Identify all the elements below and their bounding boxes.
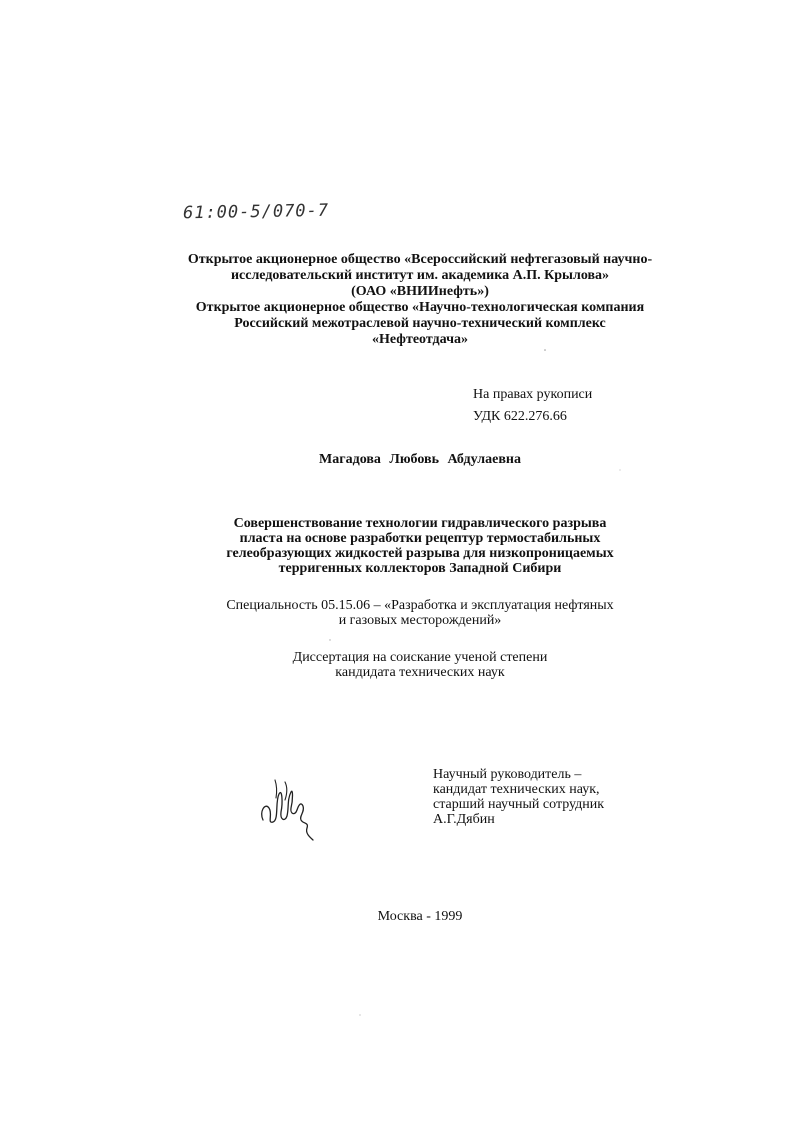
dissertation-title: [150, 516, 690, 576]
udc-code: УДК 622.276.66: [473, 409, 567, 424]
organization-line: Российский межотраслевой научно-технический комплекс: [234, 316, 606, 331]
organizations-block: [150, 252, 690, 348]
title-line: терригенных коллекторов Западной Сибири: [278, 561, 562, 576]
supervisor-line: старший научный сотрудник: [433, 797, 605, 812]
archive-number: 61:00-5/070-7: [182, 200, 330, 224]
supervisor-line: кандидат технических наук,: [433, 782, 600, 797]
organization-line: Открытое акционерное общество «Научно-технологическая компания: [195, 300, 645, 315]
supervisor-name: А.Г.Дябин: [433, 812, 495, 827]
organization-line: Открытое акционерное общество «Всероссийский нефтегазовый научно-: [187, 252, 653, 267]
title-line: пласта на основе разработки рецептур термостабильных: [239, 531, 601, 546]
author-name: Магадова Любовь Абдулаевна: [319, 452, 521, 467]
signature-icon: [255, 772, 325, 842]
specialty-line: и газовых месторождений»: [338, 613, 502, 628]
organization-line: исследовательский институт им. академика А.П. Крылова»: [230, 268, 610, 283]
specialty-line: Специальность 05.15.06 – «Разработка и эксплуатация нефтяных: [226, 598, 614, 613]
title-line: гелеобразующих жидкостей разрыва для низкопроницаемых: [226, 546, 614, 561]
degree-statement: [150, 650, 690, 680]
manuscript-rights: На правах рукописи: [473, 387, 593, 402]
supervisor-block: [433, 767, 604, 827]
supervisor-line: Научный руководитель –: [433, 767, 582, 782]
organization-line: (ОАО «ВНИИнефть»): [351, 284, 489, 299]
degree-line: Диссертация на соискание ученой степени: [292, 650, 548, 665]
title-line: Совершенствование технологии гидравлического разрыва: [233, 516, 607, 531]
specialty: [150, 598, 690, 628]
rights-block: [473, 384, 592, 428]
organization-line: «Нефтеотдача»: [372, 332, 468, 347]
city-year: Москва - 1999: [377, 909, 463, 924]
degree-line: кандидата технических наук: [335, 665, 505, 680]
